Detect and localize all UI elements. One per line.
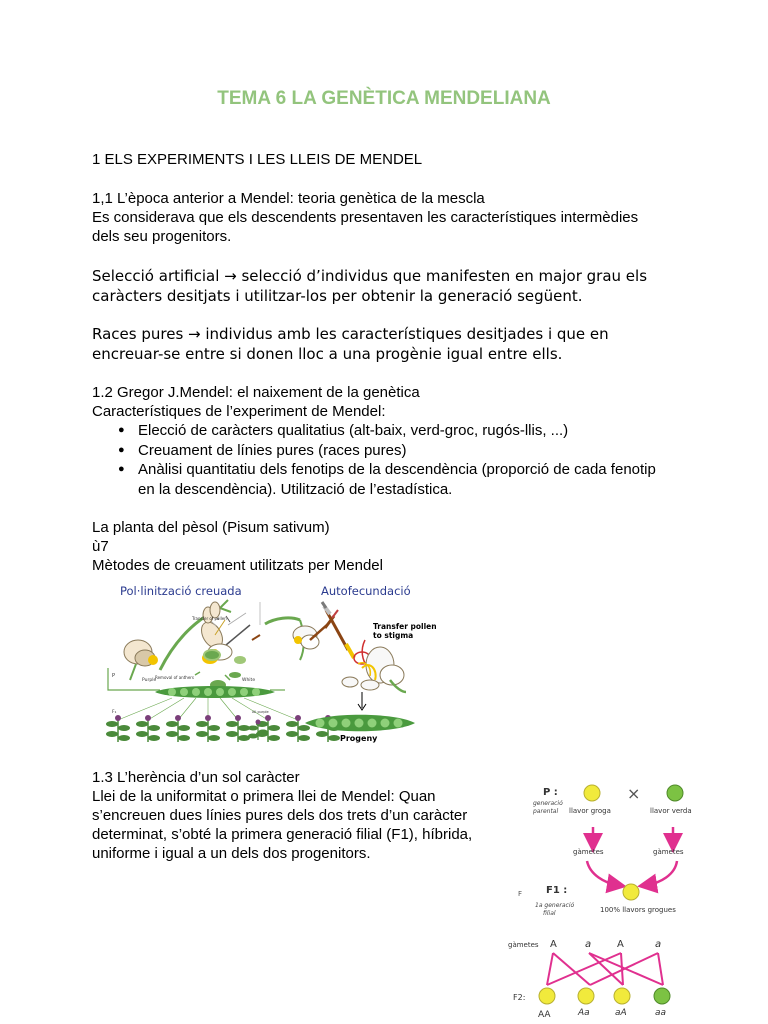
crossing-methods-figure xyxy=(100,580,440,750)
green-seed-label: llavor verda xyxy=(650,807,692,815)
list-item: ● Anàlisi quantitatiu dels fenotips de la descendència (proporció de cada fenotip en la descendència). Utilització de l’estadística. xyxy=(118,460,688,499)
to-stigma-label: to stigma xyxy=(373,631,414,640)
section-heading-1: 1 ELS EXPERIMENTS I LES LLEIS DE MENDEL xyxy=(92,151,423,168)
f1-label: F1 : xyxy=(546,885,568,896)
list-item: ● Elecció de caràcters qualitatius (alt-baix, verd-groc, rugós-llis, ...) xyxy=(118,421,688,441)
f2-label: F2: xyxy=(513,993,526,1002)
allele: a xyxy=(585,939,592,950)
paragraph-line: determinat, s’obté la primera generació filial (F1), híbrida, xyxy=(92,826,473,843)
paragraph-line: dels seu progenitors. xyxy=(92,228,232,245)
yellow-seed-label: llavor groga xyxy=(569,807,611,815)
f2-seed-yellow xyxy=(578,988,594,1004)
f2-genotype: aA xyxy=(615,1008,627,1018)
paragraph-line: La planta del pèsol (Pisum sativum) xyxy=(92,519,330,536)
cross-pollination-label: Pol·linització creuada xyxy=(120,584,242,598)
yellow-seed-f1 xyxy=(623,884,639,900)
progeny-label: Progeny xyxy=(340,734,378,743)
f2-genotype: aa xyxy=(655,1008,667,1018)
purple-label: Purple xyxy=(142,678,157,683)
allele: A xyxy=(550,939,557,950)
characteristics-list xyxy=(118,421,688,499)
stage-p-label: P xyxy=(112,673,116,679)
gametes-row-label: gàmetes xyxy=(508,941,539,949)
gametes-right-label: gàmetes xyxy=(653,848,684,856)
svg-text:All purple: All purple xyxy=(252,710,269,714)
f2-genotype: AA xyxy=(538,1010,551,1020)
white-label: White xyxy=(242,678,256,683)
subsection-heading-1-3: 1.3 L’herència d’un sol caràcter xyxy=(92,769,300,786)
offspring-plants xyxy=(106,715,340,742)
p-sub-label: generació xyxy=(533,800,563,807)
p-sub-label: parental xyxy=(533,808,559,815)
gametes-left-label: gàmetes xyxy=(573,848,604,856)
f2-seed-green xyxy=(654,988,670,1004)
f2-genotype: Aa xyxy=(578,1008,590,1018)
subsection-heading-1-1: 1,1 L’època anterior a Mendel: teoria genètica de la mescla xyxy=(92,190,485,207)
self-fertilization-drawing xyxy=(305,602,437,743)
green-seed-parent xyxy=(667,785,683,801)
f2-seed-yellow xyxy=(614,988,630,1004)
f1-result-label: 100% llavors grogues xyxy=(600,906,676,914)
cross-pollination-drawing xyxy=(106,600,340,742)
yellow-seed-parent xyxy=(584,785,600,801)
monohybrid-cross-figure xyxy=(505,775,710,1022)
f2-seed-yellow xyxy=(539,988,555,1004)
paragraph-line: Llei de la uniformitat o primera llei de Mendel: Quan xyxy=(92,788,436,805)
transfer-pollen-label: Transfer pollen xyxy=(373,622,437,631)
self-fertilization-label: Autofecundació xyxy=(321,584,411,598)
f2-cross-lines xyxy=(547,953,663,985)
svg-text:Removal of anthers: Removal of anthers xyxy=(155,675,195,680)
artificial-selection-line: Selecció artificial → selecció d’individus que manifesten en major grau els xyxy=(92,267,648,285)
cross-symbol: × xyxy=(627,784,641,803)
pure-races-line: encreuar-se entre si donen lloc a una progènie igual entre ells. xyxy=(92,345,563,363)
list-item: ● Creuament de línies pures (races pures) xyxy=(118,441,688,461)
allele: a xyxy=(655,939,662,950)
subsection-heading-1-2: 1.2 Gregor J.Mendel: el naixement de la genètica xyxy=(92,384,420,401)
paragraph-line: ù7 xyxy=(92,538,109,555)
f1-sub-label: filial xyxy=(543,910,556,917)
paragraph-line: Mètodes de creuament utilitzats per Mendel xyxy=(92,557,383,574)
f1-sub-label: 1a generació xyxy=(535,902,575,909)
p-label: P : xyxy=(543,787,558,798)
svg-text:Transfer of pollen: Transfer of pollen xyxy=(192,616,227,621)
stage-f1-label: F₁ xyxy=(112,710,117,715)
f-marker: F xyxy=(518,890,523,898)
page-title: TEMA 6 LA GENÈTICA MENDELIANA xyxy=(217,88,551,109)
artificial-selection-line: caràcters desitjats i utilitzar-los per obtenir la generació següent. xyxy=(92,287,583,305)
paragraph-line: Característiques de l’experiment de Mendel: xyxy=(92,403,386,420)
paragraph-line: uniforme i igual a un dels dos progenitors. xyxy=(92,845,371,862)
paragraph-line: s’encreuen dues línies pures dels dos trets d’un caràcter xyxy=(92,807,468,824)
allele: A xyxy=(617,939,624,950)
paragraph-line: Es considerava que els descendents presentaven les característiques intermèdies xyxy=(92,209,639,226)
pure-races-line: Races pures → individus amb les característiques desitjades i que en xyxy=(92,325,609,343)
